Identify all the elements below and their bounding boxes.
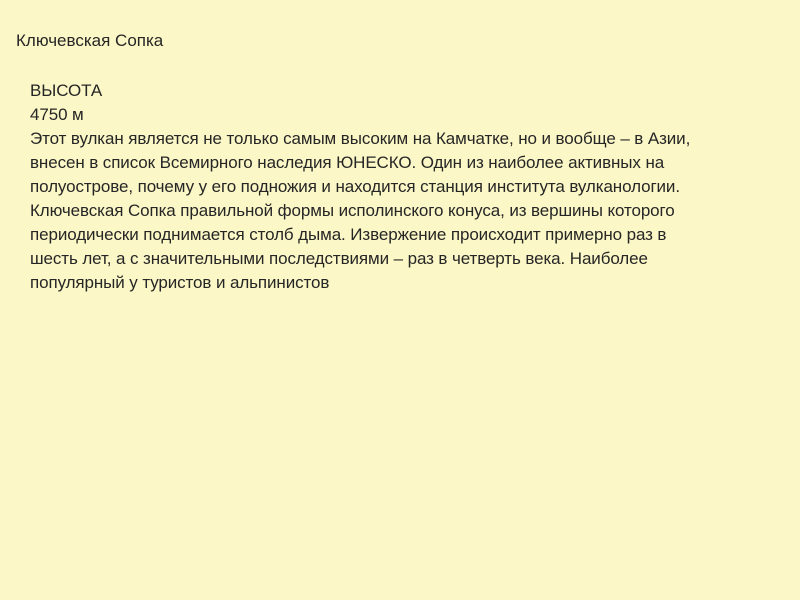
- description-line: популярный у туристов и альпинистов: [30, 273, 330, 292]
- height-value: 4750 м: [30, 105, 84, 124]
- description-line: шесть лет, а с значительными последствиями – раз в четверть века. Наиболее: [30, 249, 648, 268]
- description-line: внесен в список Всемирного наследия ЮНЕСКО. Один из наиболее активных на: [30, 153, 665, 172]
- slide-title: Ключевская Сопка: [16, 31, 164, 50]
- description-line: полуострове, почему у его подножия и находится станция института вулканологии.: [30, 177, 680, 196]
- description-line: Ключевская Сопка правильной формы исполинского конуса, из вершины которого: [30, 201, 675, 220]
- description-line: периодически поднимается столб дыма. Извержение происходит примерно раз в: [30, 225, 667, 244]
- description-line: Этот вулкан является не только самым высоким на Камчатке, но и вообще – в Азии,: [30, 129, 691, 148]
- height-label: ВЫСОТА: [30, 81, 103, 100]
- content-block: [30, 79, 690, 295]
